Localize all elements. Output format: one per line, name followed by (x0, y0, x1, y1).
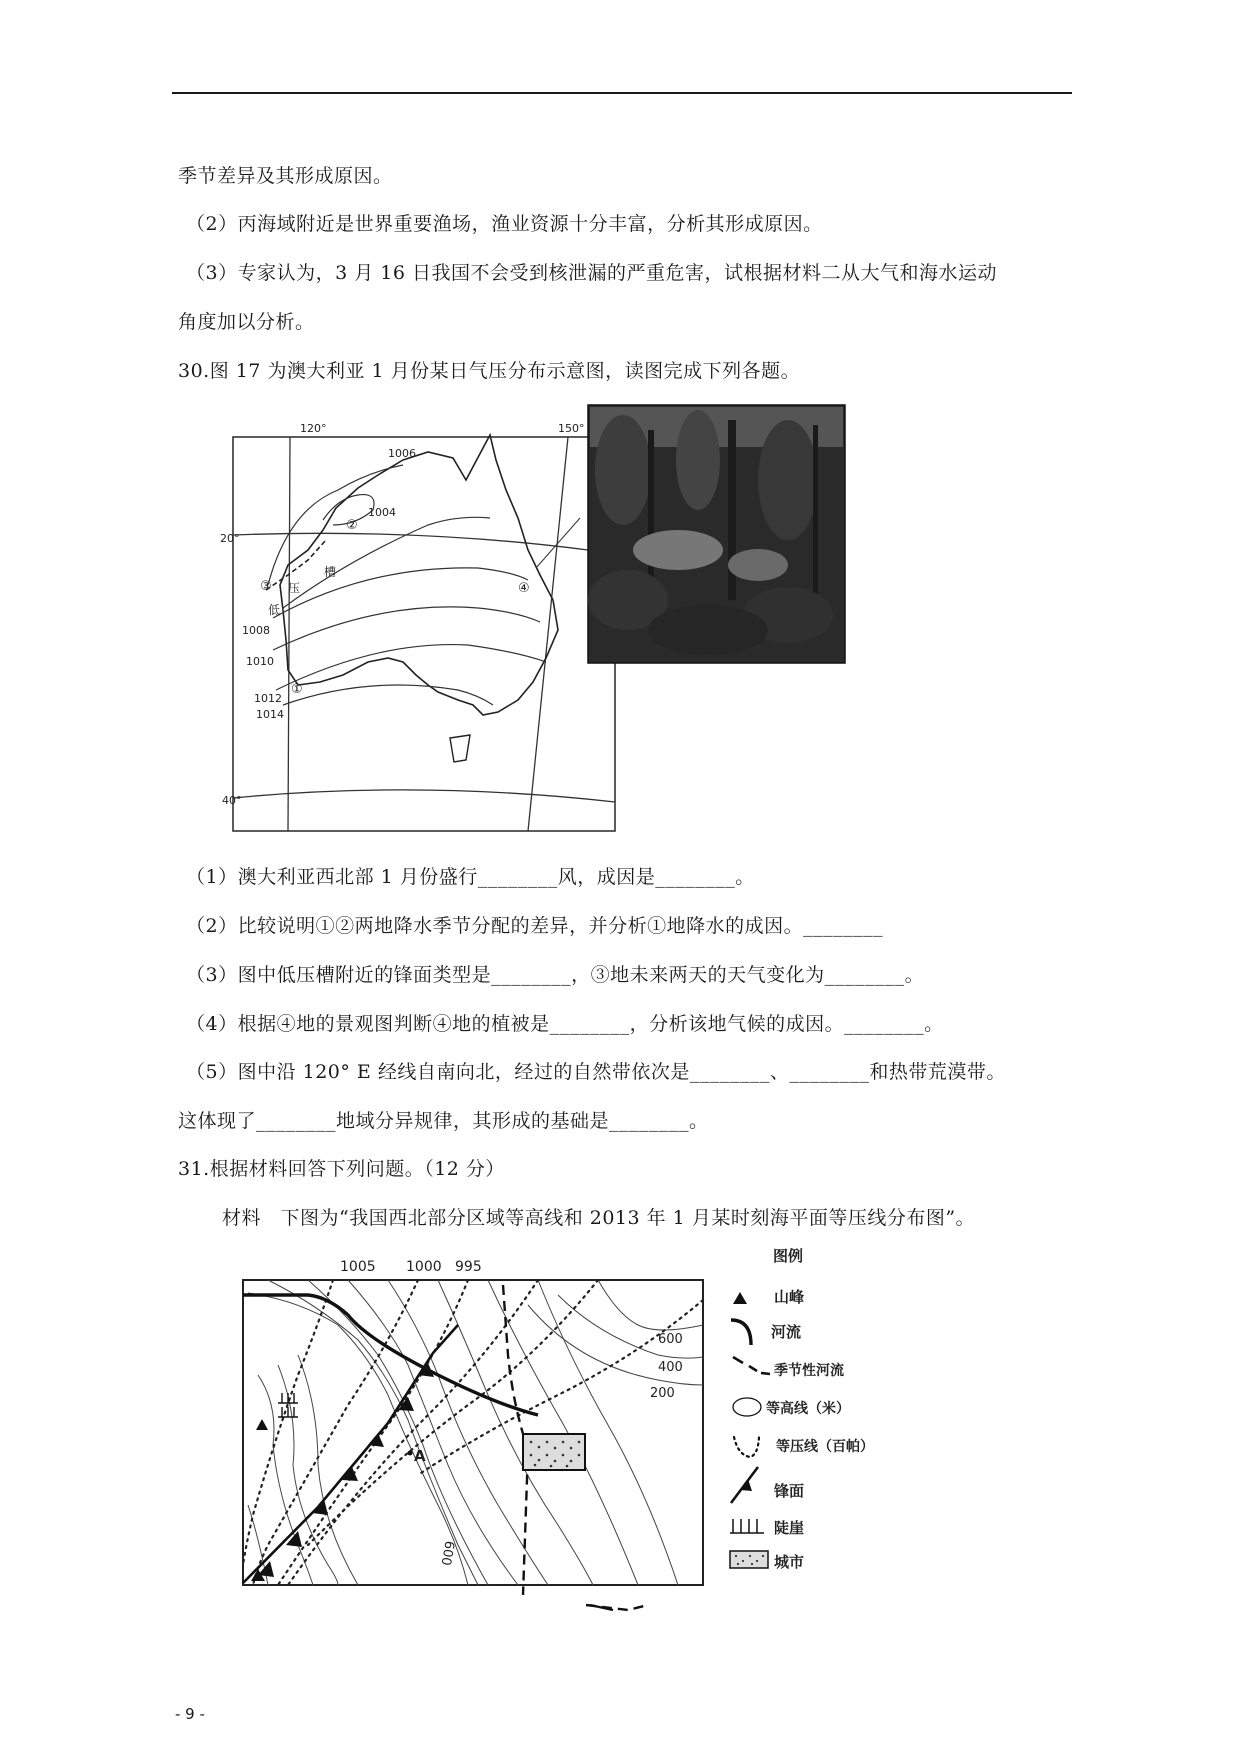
seasonal-river-icon (733, 1357, 770, 1374)
legend-label: 锋面 (774, 1482, 805, 1500)
question-30-title: 30.图 17 为澳大利亚 1 月份某日气压分布示意图，读图完成下列各题。 (178, 360, 801, 382)
isobar-label: 1014 (256, 708, 284, 721)
marker-2: ② (346, 518, 358, 533)
isobar-label: 1005 (340, 1259, 376, 1275)
isobar-label: 1008 (242, 624, 270, 637)
marker-1: ① (291, 682, 303, 697)
lon-label: 150° (558, 422, 585, 435)
text-line: 角度加以分析。 (178, 311, 315, 333)
question-30-3: （3）图中低压槽附近的锋面类型是________，③地未来两天的天气变化为________。 (186, 964, 925, 986)
header-rule (172, 92, 1072, 94)
trough-label: 槽 (324, 565, 337, 579)
city (523, 1434, 585, 1470)
landscape-photo (588, 405, 845, 663)
legend-label: 城市 (774, 1553, 805, 1571)
australia-pressure-map (220, 400, 848, 840)
river-icon (731, 1320, 751, 1345)
trough-label: 压 (288, 581, 301, 595)
contour-label: 200 (650, 1386, 675, 1401)
page-number: - 9 - (175, 1705, 205, 1723)
isobar-label: 1010 (246, 655, 274, 668)
lat-label: 20° (220, 532, 240, 545)
contour-label: 600 (658, 1332, 683, 1347)
isobar-label: 1004 (368, 506, 396, 519)
legend-title: 图例 (773, 1247, 804, 1265)
mountain-peak-icon (256, 1419, 268, 1430)
isobar-icon (734, 1437, 759, 1457)
city-icon (730, 1551, 768, 1568)
question-29-3: （3）专家认为，3 月 16 日我国不会受到核泄漏的严重危害，试根据材料二从大气和海水运动 (186, 262, 997, 284)
marker-4: ④ (518, 581, 530, 596)
question-30-2: （2）比较说明①②两地降水季节分配的差异，并分析①地降水的成因。________ (186, 915, 884, 937)
legend-label: 等压线（百帕） (776, 1439, 874, 1455)
legend (730, 1247, 874, 1571)
lat-label: 40° (222, 794, 242, 807)
northwest-china-map (238, 1245, 918, 1590)
mountain-peak-icon (733, 1292, 747, 1304)
tasmania (450, 735, 470, 762)
text-line: 这体现了________地域分异规律，其形成的基础是________。 (178, 1110, 709, 1132)
question-30-4: （4）根据④地的景观图判断④地的植被是________，分析该地气候的成因。________。 (186, 1013, 944, 1035)
point-a (408, 1451, 413, 1456)
contour-label: 400 (658, 1360, 683, 1375)
question-30-5: （5）图中沿 120° E 经线自南向北，经过的自然带依次是________、________和热带荒漠带。 (186, 1061, 1006, 1083)
point-a-label: A (414, 1447, 426, 1465)
question-29-2: （2）丙海域附近是世界重要渔场，渔业资源十分丰富，分析其形成原因。 (186, 213, 823, 235)
contour-icon (733, 1398, 761, 1416)
legend-label: 陡崖 (774, 1519, 805, 1537)
material-caption: 材料 下图为“我国西北部分区域等高线和 2013 年 1 月某时刻海平面等压线分布图”。 (222, 1207, 976, 1229)
isobar-label: 1000 (406, 1259, 442, 1275)
question-31-title: 31.根据材料回答下列问题。（12 分） (178, 1158, 505, 1180)
legend-label: 季节性河流 (774, 1363, 844, 1379)
river (243, 1295, 538, 1415)
question-30-1: （1）澳大利亚西北部 1 月份盛行________风，成因是________。 (186, 866, 755, 888)
legend-label: 河流 (771, 1323, 802, 1341)
contour-label: 600 (437, 1539, 457, 1567)
trough-label: 低 (268, 603, 281, 617)
cliff-icon (730, 1519, 764, 1533)
lon-label: 120° (300, 422, 327, 435)
legend-label: 等高线（米） (766, 1401, 850, 1417)
legend-label: 山峰 (774, 1288, 805, 1306)
marker-3: ③ (260, 579, 272, 594)
isobar-label: 1006 (388, 447, 416, 460)
isobar-label: 1012 (254, 692, 282, 705)
isobar-label: 995 (455, 1259, 482, 1275)
text-line: 季节差异及其形成原因。 (178, 165, 393, 187)
